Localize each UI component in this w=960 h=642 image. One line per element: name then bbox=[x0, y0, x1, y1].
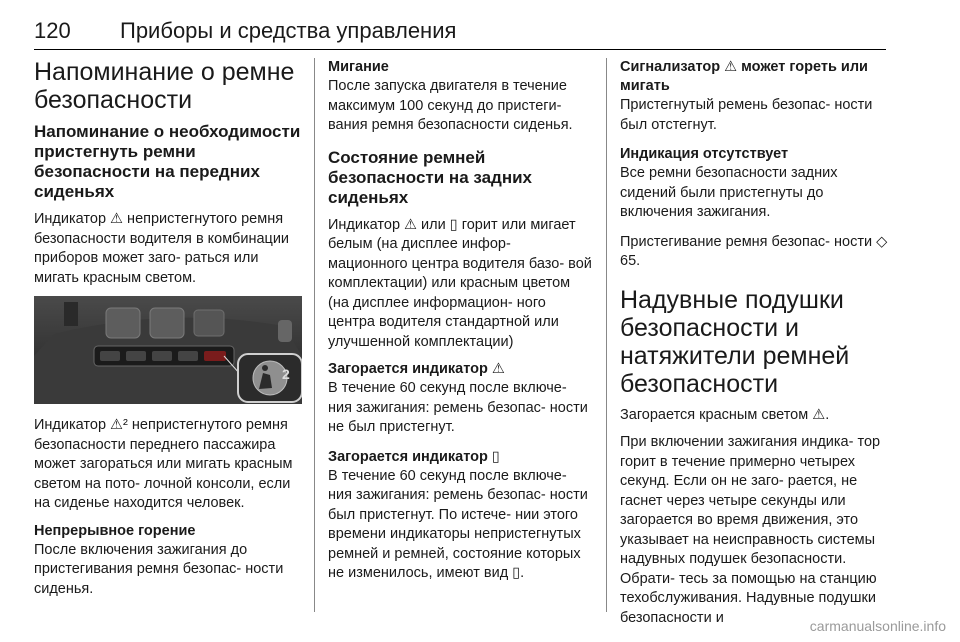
paragraph: Индикатор ⚠ или ▯ горит или мигает белым (на дисплее инфор- мационного центра водителя базо- вой комплектации) или красным цветом (на дисплее информацион- ного центра водителя стандартной или улучшенной комплектации) bbox=[328, 216, 592, 350]
column-2 bbox=[328, 58, 594, 594]
paragraph: Загорается красным светом ⚠. bbox=[620, 406, 830, 423]
subsection-title: Состояние ремней безопасности на задних сиденьях bbox=[328, 147, 533, 207]
column-3 bbox=[620, 58, 888, 636]
column-divider bbox=[606, 58, 607, 612]
cross-reference: Пристегивание ремня безопас- ности ◇ 65. bbox=[620, 233, 888, 269]
column-1 bbox=[34, 58, 302, 609]
console-illustration bbox=[34, 296, 302, 404]
running-title: Приборы и средства управления bbox=[120, 18, 457, 43]
subheading: Непрерывное горение bbox=[34, 522, 196, 539]
subsection-title: Напоминание о необходимости пристегнуть ремни безопасности на передних сиденьях bbox=[34, 122, 301, 201]
subheading: Загорается индикатор ▯ bbox=[328, 448, 500, 465]
column-divider bbox=[314, 58, 315, 612]
figure-label: 2 bbox=[282, 366, 290, 382]
section-title: Надувные подушки безопасности и натяжители ремней безопасности bbox=[620, 285, 850, 398]
paragraph: Индикатор ⚠ непристегнутого ремня безопасности водителя в комбинации приборов может заго- раться или мигать красным светом. bbox=[34, 211, 290, 286]
paragraph: При включении зажигания индика- тор горит в течение примерно четырех секунд. Если он не заго- рается, не гаснет через четыре секунды или загорается во время движения, это указывает на неисправность системы надувных подушек безопасности. Обрати- тесь за помощью на станцию техобслуживания. Надувные подушки безопасности и bbox=[620, 434, 881, 626]
page-number: 120 bbox=[34, 18, 71, 43]
console-photo bbox=[34, 296, 302, 404]
subheading: Мигание bbox=[328, 59, 389, 75]
watermark: carmanualsonline.info bbox=[809, 618, 946, 634]
subheading: Сигнализатор ⚠ может гореть или мигать bbox=[620, 59, 868, 94]
paragraph: Все ремни безопасности задних сидений были пристегнуты до включения зажигания. bbox=[620, 165, 838, 220]
paragraph: Пристегнутый ремень безопас- ности был отстегнут. bbox=[620, 97, 873, 133]
paragraph: После включения зажигания до пристегивания ремня безопас- ности сиденья. bbox=[34, 541, 284, 597]
section-title: Напоминание о ремне безопасности bbox=[34, 58, 295, 114]
paragraph: В течение 60 секунд после включе- ния зажигания: ремень безопас- ности был пристегнут. По истече- нии этого времени индикаторы непристегнутых ремней и ремней, состояние которых не изменилось, имеют вид ▯. bbox=[328, 467, 588, 581]
paragraph: Индикатор ⚠² непристегнутого ремня безопасности переднего пассажира может загораться или мигать красным светом на пото- лочной консоли, если на сиденье находится человек. bbox=[34, 417, 293, 511]
paragraph: В течение 60 секунд после включе- ния зажигания: ремень безопас- ности не был пристегнут. bbox=[328, 380, 588, 435]
page-header bbox=[34, 14, 886, 50]
paragraph: После запуска двигателя в течение максимум 100 секунд до пристеги- вания ремня безопасности сиденья. bbox=[328, 78, 573, 133]
subheading: Загорается индикатор ⚠ bbox=[328, 361, 505, 377]
subheading: Индикация отсутствует bbox=[620, 146, 789, 162]
